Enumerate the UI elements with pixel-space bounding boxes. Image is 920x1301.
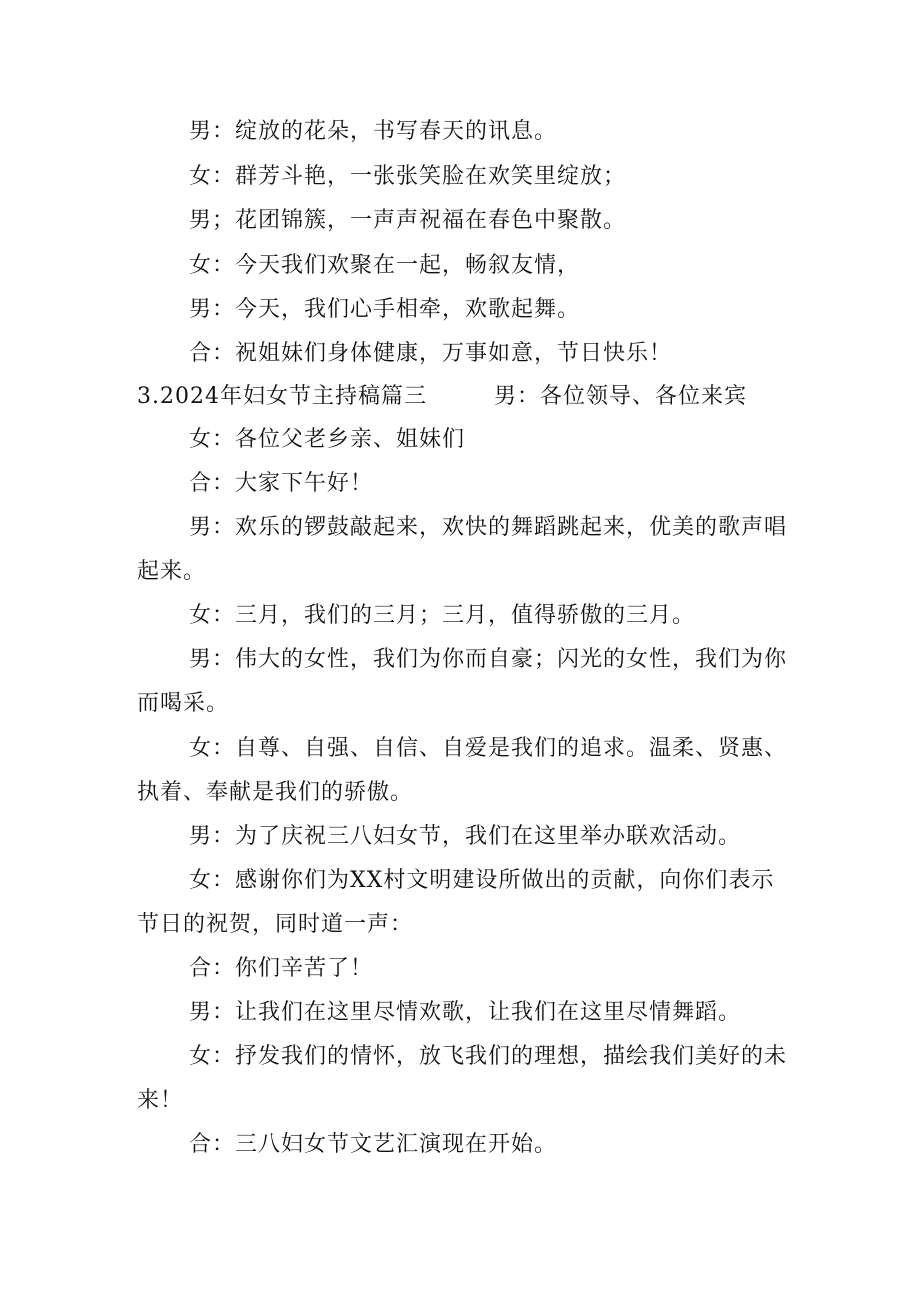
dialogue-line: 女：自尊、自强、自信、自爱是我们的追求。温柔、贤惠、: [189, 736, 788, 761]
dialogue-line: 女：抒发我们的情怀，放飞我们的理想，描绘我们美好的未: [189, 1044, 788, 1069]
dialogue-line: 合：你们辛苦了！: [189, 956, 374, 981]
dialogue-line: 男：欢乐的锣鼓敲起来，欢快的舞蹈跳起来，优美的歌声唱: [189, 515, 788, 540]
dialogue-line: 合：大家下午好！: [189, 471, 374, 496]
dialogue-line: 男：为了庆祝三八妇女节，我们在这里举办联欢活动。: [189, 824, 742, 849]
dialogue-line: 男：今天，我们心手相牵，欢歌起舞。: [189, 297, 581, 322]
dialogue-line: 女：感谢你们为XX村文明建设所做出的贡献，向你们表示: [189, 868, 775, 893]
dialogue-line-continued: 来！: [137, 1088, 184, 1113]
dialogue-line: 男：各位领导、各位来宾: [494, 384, 748, 409]
dialogue-line: 男：让我们在这里尽情欢歌，让我们在这里尽情舞蹈。: [189, 1000, 742, 1025]
dialogue-line-continued: 节日的祝贺，同时道一声：: [137, 912, 414, 937]
dialogue-line: 女：群芳斗艳，一张张笑脸在欢笑里绽放；: [189, 164, 627, 189]
section-title: 3.2024年妇女节主持稿篇三: [137, 384, 427, 409]
dialogue-line: 女：各位父老乡亲、姐妹们: [189, 427, 466, 452]
dialogue-line: 合：三八妇女节文艺汇演现在开始。: [189, 1132, 558, 1157]
dialogue-line: 男；花团锦簇，一声声祝福在春色中聚散。: [189, 208, 627, 233]
dialogue-line: 女：三月，我们的三月；三月，值得骄傲的三月。: [189, 603, 696, 628]
dialogue-line-continued: 而喝采。: [137, 691, 230, 716]
dialogue-line: 男：绽放的花朵，书写春天的讯息。: [189, 119, 558, 144]
dialogue-line: 男：伟大的女性，我们为你而自豪；闪光的女性，我们为你: [189, 647, 788, 672]
dialogue-line: 女：今天我们欢聚在一起，畅叙友情，: [189, 253, 581, 278]
dialogue-line-continued: 执着、奉献是我们的骄傲。: [137, 780, 414, 805]
dialogue-line-continued: 起来。: [137, 559, 207, 584]
dialogue-line: 合：祝姐妹们身体健康，万事如意，节日快乐！: [189, 341, 673, 366]
